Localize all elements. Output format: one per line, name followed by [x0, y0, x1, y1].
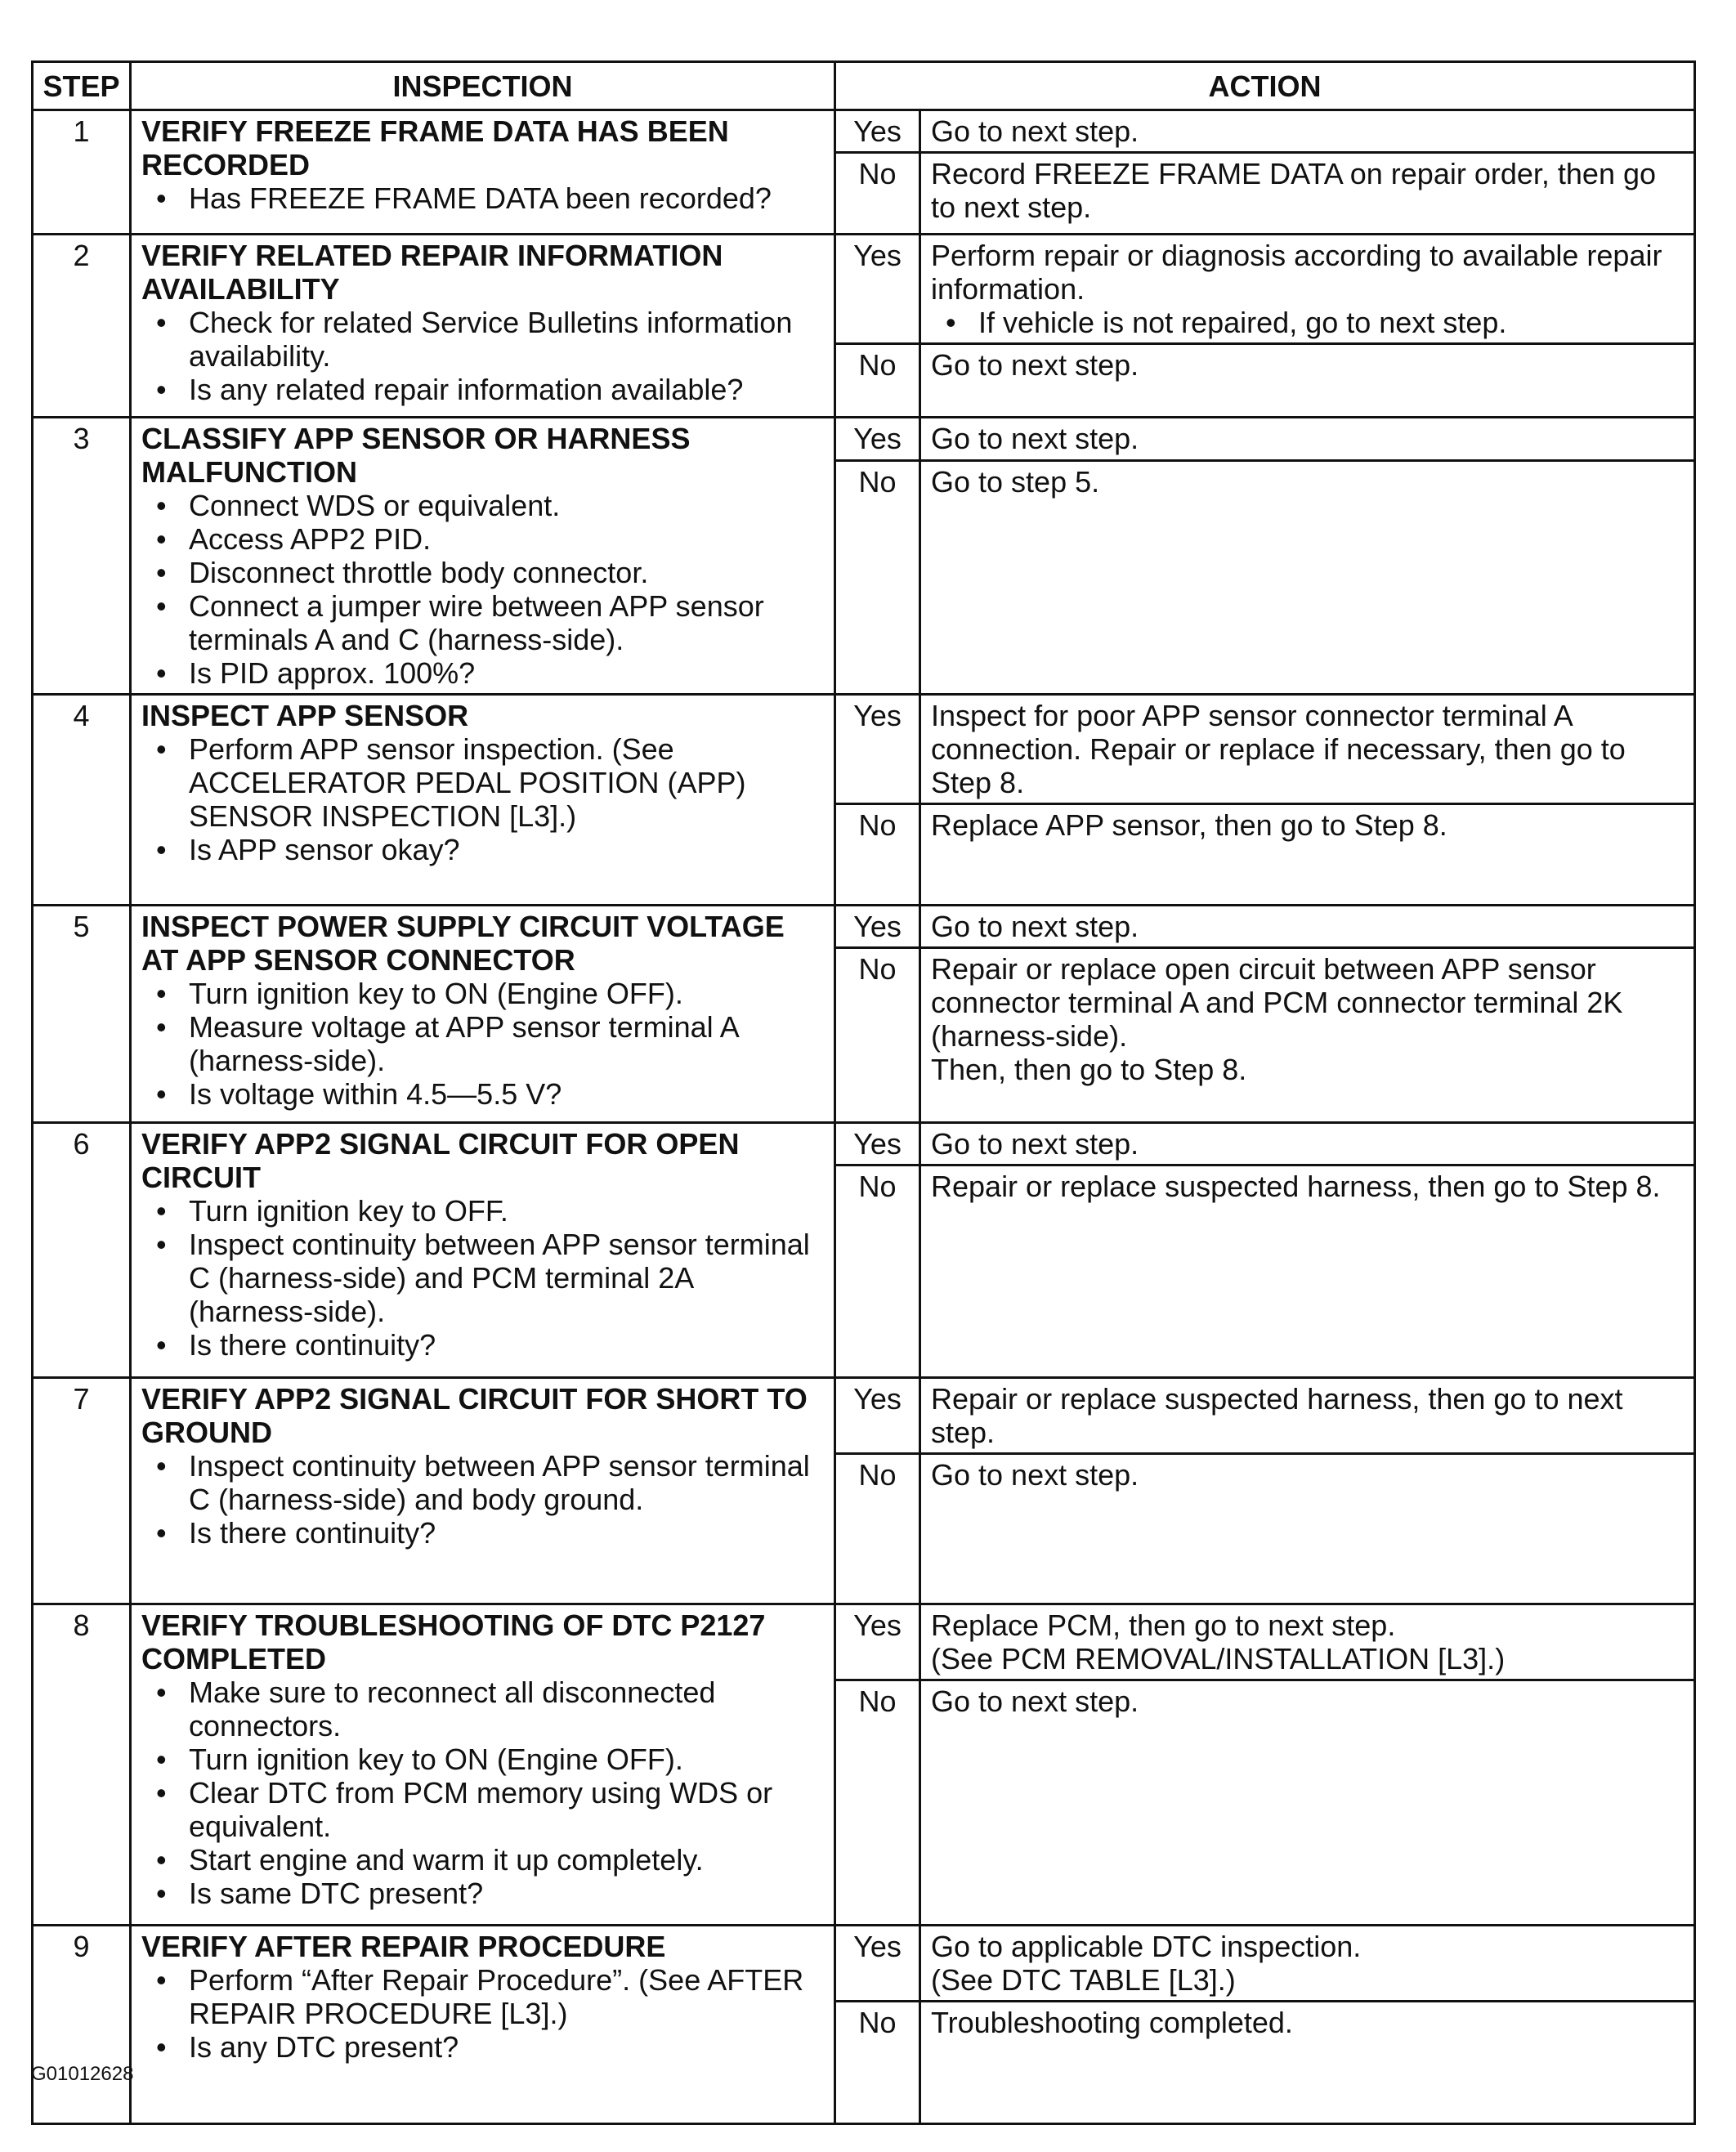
action-cell: [920, 1378, 1695, 1454]
inspection-cell: [131, 418, 835, 695]
step-number: 3: [33, 418, 131, 695]
step-number: 9: [33, 1926, 131, 2124]
inspection-bullet-list: [141, 1676, 824, 1910]
inspection-cell: [131, 906, 835, 1123]
table-row: [33, 235, 1695, 344]
action-cell: [920, 235, 1695, 344]
outcome-label: No: [835, 153, 920, 235]
inspection-cell: [131, 1926, 835, 2124]
table-row: [33, 418, 1695, 461]
action-bullet: • If vehicle is not repaired, go to next step.: [978, 306, 1684, 339]
action-cell: [920, 1604, 1695, 1680]
outcome-label: No: [835, 1454, 920, 1604]
inspection-title: VERIFY FREEZE FRAME DATA HAS BEEN RECORDED: [141, 114, 729, 181]
inspection-bullet: • Inspect continuity between APP sensor terminal C (harness-side) and body ground.: [189, 1449, 824, 1516]
inspection-bullet-list: [141, 181, 824, 215]
inspection-title: VERIFY AFTER REPAIR PROCEDURE: [141, 1930, 666, 1963]
figure-id: G01012628: [31, 2063, 134, 2085]
action-text: Go to applicable DTC inspection. (See DTC TABLE [L3].): [931, 1930, 1362, 1997]
inspection-bullet: • Is APP sensor okay?: [189, 833, 824, 866]
action-text: Perform repair or diagnosis according to available repair information.: [931, 239, 1662, 306]
inspection-bullet: • Access APP2 PID.: [189, 522, 824, 556]
action-cell: [920, 418, 1695, 461]
action-cell: [920, 906, 1695, 948]
inspection-bullet: • Disconnect throttle body connector.: [189, 556, 824, 589]
inspection-bullet-list: [141, 489, 824, 690]
action-cell: [920, 948, 1695, 1123]
step-number: 8: [33, 1604, 131, 1926]
inspection-bullet: • Clear DTC from PCM memory using WDS or equivalent.: [189, 1776, 824, 1843]
table-row: [33, 1926, 1695, 2002]
step-number: 1: [33, 110, 131, 235]
inspection-bullet: • Connect a jumper wire between APP sensor terminals A and C (harness-side).: [189, 589, 824, 656]
inspection-cell: [131, 110, 835, 235]
outcome-label: No: [835, 948, 920, 1123]
inspection-bullet-list: [141, 1449, 824, 1550]
inspection-bullet: • Is there continuity?: [189, 1328, 824, 1362]
action-column-header: ACTION: [835, 62, 1695, 110]
inspection-bullet: • Turn ignition key to ON (Engine OFF).: [189, 977, 824, 1010]
action-text: Go to next step.: [931, 422, 1139, 455]
table-body: [33, 110, 1695, 2124]
inspection-bullet: • Is any related repair information available?: [189, 373, 824, 406]
inspection-title: VERIFY APP2 SIGNAL CIRCUIT FOR OPEN CIRCUIT: [141, 1127, 740, 1194]
action-text: Go to next step.: [931, 114, 1139, 148]
action-text: Repair or replace open circuit between APP sensor connector terminal A and PCM connector terminal 2K (harness-side). Then, then go to Step 8.: [931, 952, 1623, 1086]
step-number: 7: [33, 1378, 131, 1604]
action-text: Go to next step.: [931, 1127, 1139, 1161]
step-number: 2: [33, 235, 131, 418]
action-cell: [920, 695, 1695, 804]
inspection-bullet: • Is voltage within 4.5—5.5 V?: [189, 1077, 824, 1111]
step-number: 5: [33, 906, 131, 1123]
action-text: Replace APP sensor, then go to Step 8.: [931, 808, 1447, 842]
inspection-bullet: • Inspect continuity between APP sensor terminal C (harness-side) and PCM terminal 2A (harness-side).: [189, 1228, 824, 1328]
table-header-row: [33, 62, 1695, 110]
inspection-bullet-list: [141, 1194, 824, 1362]
inspection-bullet: • Make sure to reconnect all disconnected connectors.: [189, 1676, 824, 1743]
inspection-bullet-list: [141, 732, 824, 866]
inspection-bullet: • Turn ignition key to OFF.: [189, 1194, 824, 1228]
step-number: 4: [33, 695, 131, 906]
action-cell: [920, 2002, 1695, 2124]
outcome-label: No: [835, 461, 920, 695]
action-cell: [920, 344, 1695, 418]
inspection-bullet: • Measure voltage at APP sensor terminal A (harness-side).: [189, 1010, 824, 1077]
table-row: [33, 906, 1695, 948]
inspection-bullet: • Start engine and warm it up completely.: [189, 1843, 824, 1877]
table-row: [33, 110, 1695, 153]
action-text: Troubleshooting completed.: [931, 2006, 1293, 2039]
table-row: [33, 1378, 1695, 1454]
inspection-bullet: • Check for related Service Bulletins information availability.: [189, 306, 824, 373]
action-cell: [920, 1123, 1695, 1165]
action-cell: [920, 1165, 1695, 1378]
inspection-bullet: • Perform APP sensor inspection. (See ACCELERATOR PEDAL POSITION (APP) SENSOR INSPECTION [L3].): [189, 732, 824, 833]
outcome-label: Yes: [835, 418, 920, 461]
outcome-label: Yes: [835, 110, 920, 153]
inspection-bullet: • Connect WDS or equivalent.: [189, 489, 824, 522]
action-text: Repair or replace suspected harness, then go to next step.: [931, 1382, 1623, 1449]
action-cell: [920, 110, 1695, 153]
action-cell: [920, 1454, 1695, 1604]
action-text: Record FREEZE FRAME DATA on repair order, then go to next step.: [931, 157, 1657, 224]
action-text: Go to next step.: [931, 910, 1139, 943]
action-cell: [920, 804, 1695, 906]
inspection-bullet: • Is PID approx. 100%?: [189, 656, 824, 690]
outcome-label: No: [835, 1680, 920, 1926]
action-text: Replace PCM, then go to next step. (See PCM REMOVAL/INSTALLATION [L3].): [931, 1608, 1506, 1676]
action-text: Go to next step.: [931, 348, 1139, 382]
table-row: [33, 1123, 1695, 1165]
inspection-column-header: INSPECTION: [131, 62, 835, 110]
outcome-label: Yes: [835, 1378, 920, 1454]
outcome-label: Yes: [835, 1604, 920, 1680]
outcome-label: Yes: [835, 1926, 920, 2002]
inspection-cell: [131, 1378, 835, 1604]
outcome-label: Yes: [835, 906, 920, 948]
action-bullet-list: [931, 306, 1684, 339]
outcome-label: No: [835, 2002, 920, 2124]
action-cell: [920, 153, 1695, 235]
action-text: Go to next step.: [931, 1458, 1139, 1492]
inspection-bullet: • Turn ignition key to ON (Engine OFF).: [189, 1743, 824, 1776]
action-text: Inspect for poor APP sensor connector terminal A connection. Repair or replace if necessary, then go to Step 8.: [931, 699, 1626, 799]
outcome-label: No: [835, 804, 920, 906]
inspection-bullet-list: [141, 977, 824, 1111]
inspection-bullet: • Perform “After Repair Procedure”. (See AFTER REPAIR PROCEDURE [L3].): [189, 1963, 824, 2030]
action-text: Go to step 5.: [931, 465, 1100, 499]
action-cell: [920, 461, 1695, 695]
inspection-cell: [131, 235, 835, 418]
step-column-header: STEP: [33, 62, 131, 110]
outcome-label: No: [835, 1165, 920, 1378]
outcome-label: Yes: [835, 695, 920, 804]
troubleshooting-table: [31, 60, 1696, 2125]
inspection-bullet: • Is same DTC present?: [189, 1877, 824, 1910]
inspection-bullet: • Is there continuity?: [189, 1516, 824, 1550]
table-row: [33, 695, 1695, 804]
inspection-title: INSPECT POWER SUPPLY CIRCUIT VOLTAGE AT APP SENSOR CONNECTOR: [141, 910, 785, 977]
inspection-bullet: • Has FREEZE FRAME DATA been recorded?: [189, 181, 824, 215]
table-row: [33, 1604, 1695, 1680]
outcome-label: Yes: [835, 1123, 920, 1165]
action-text: Repair or replace suspected harness, then go to Step 8.: [931, 1170, 1661, 1203]
step-number: 6: [33, 1123, 131, 1378]
action-cell: [920, 1926, 1695, 2002]
inspection-title: VERIFY RELATED REPAIR INFORMATION AVAILABILITY: [141, 239, 723, 306]
inspection-title: VERIFY APP2 SIGNAL CIRCUIT FOR SHORT TO GROUND: [141, 1382, 808, 1449]
inspection-cell: [131, 695, 835, 906]
inspection-bullet-list: [141, 1963, 824, 2064]
inspection-bullet-list: [141, 306, 824, 406]
action-text: Go to next step.: [931, 1684, 1139, 1718]
outcome-label: Yes: [835, 235, 920, 344]
inspection-title: CLASSIFY APP SENSOR OR HARNESS MALFUNCTION: [141, 422, 691, 489]
inspection-cell: [131, 1123, 835, 1378]
action-cell: [920, 1680, 1695, 1926]
inspection-bullet: • Is any DTC present?: [189, 2030, 824, 2064]
inspection-title: VERIFY TROUBLESHOOTING OF DTC P2127 COMPLETED: [141, 1608, 766, 1676]
inspection-title: INSPECT APP SENSOR: [141, 699, 469, 732]
outcome-label: No: [835, 344, 920, 418]
inspection-cell: [131, 1604, 835, 1926]
